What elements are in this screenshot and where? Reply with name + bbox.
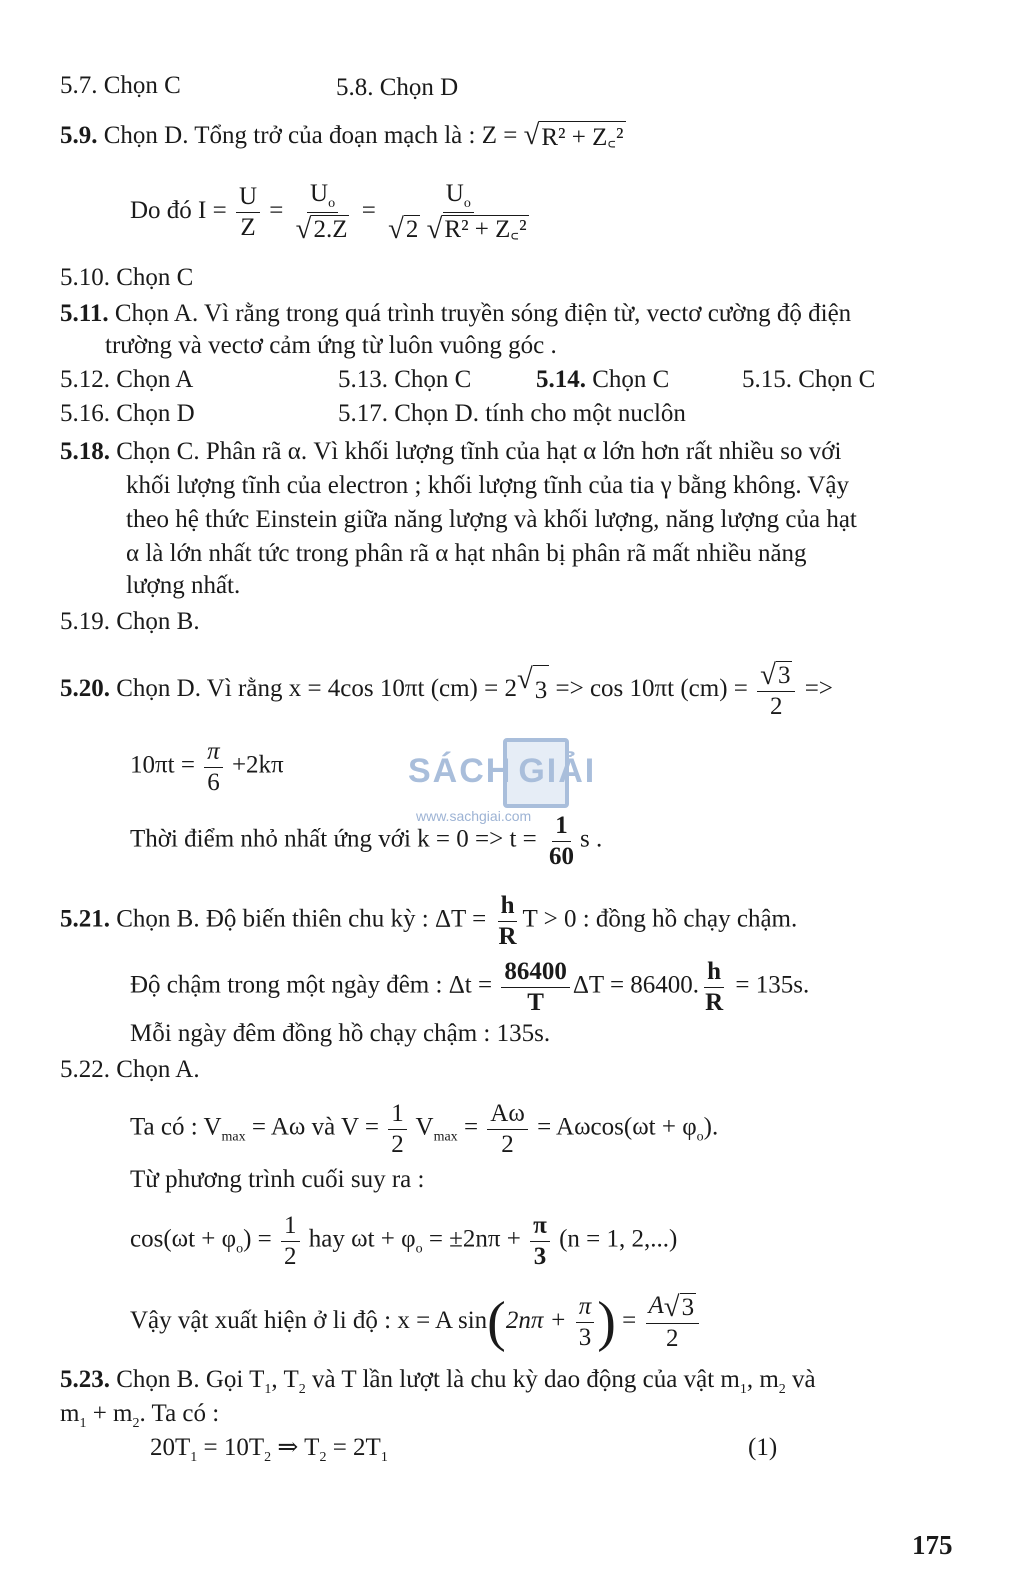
watermark-logo [408, 738, 608, 838]
current-formula: Do đó I = $\frac{U}{Z}$ = $U_o$ √ 2.Z = $U_o$ √ 2 √ R² + Z꜀² [130, 180, 535, 244]
answer-number: 5.11. [60, 300, 109, 327]
answer-5-14: 5.14. Chọn C [536, 366, 670, 393]
answer-text: Chọn A. Vì rằng trong quá trình truyền sóng điện từ, vectơ cường độ điện [108, 300, 852, 327]
denominator: Z [240, 213, 256, 241]
answer-5-11-cont: trường và vectơ cảm ứng từ luôn vuông góc . [105, 332, 557, 359]
answer-5-23: 5.23. Chọn B. Gọi $T_1$, $T_2$ và T lần lượt là chu kỳ dao động của vật $m_1$, $m_2$ và [60, 1366, 816, 1397]
fraction-1-over-2: $\frac{1}{2}$ [388, 1100, 407, 1158]
fraction-u0-over-sqrt2z [293, 180, 353, 244]
fraction-h-over-r: $\frac{h}{R}$ [498, 892, 517, 950]
fraction-h-over-r-2: $\frac{h}{R}$ [705, 958, 724, 1016]
page-number: 175 [912, 1530, 953, 1560]
taco-line: Ta có : $V_{max} = A\omega$ và V = $\frac{1}{2}$ $V_{max}$ = $\frac{A\omega}{2}$ = $A\omega\cos(\omega t + \varphi_o)$. [130, 1100, 719, 1158]
fraction-86400-over-t: $\frac{86400}{T}$ [501, 958, 570, 1016]
fraction-1-over-2-b: $\frac{1}{2}$ [281, 1212, 300, 1270]
answer-5-12: 5.12. Chọn A [60, 366, 194, 393]
fraction-sqrt3-over-2: √ 3 2 [757, 660, 795, 720]
fraction-asqrt3-over-2: A √ 3 2 [646, 1292, 700, 1352]
answer-5-16: 5.16. Chọn D [60, 400, 195, 427]
answer-5-21: 5.21. Chọn B. Độ biến thiên chu kỳ : ΔT = $\frac{h}{R}$ T > 0 : đồng hồ chạy chậm. [60, 892, 798, 950]
watermark-url: www.sachgiai.com [416, 808, 532, 824]
from-equation-line: Từ phương trình cuối suy ra : [130, 1166, 425, 1193]
fraction-pi-over-6: $\frac{\pi}{6}$ [204, 738, 223, 796]
fraction-u-over-z [236, 183, 260, 241]
answer-5-18-line4: α là lớn nhất tức trong phân rã α hạt nhân bị phân rã mất nhiều năng [126, 540, 807, 567]
fraction-pi-over-3-b: $\frac{\pi}{3}$ [576, 1293, 595, 1351]
answer-number: 5.9. [60, 122, 98, 149]
answer-text: Chọn D. Tổng trở của đoạn mạch là : Z = [97, 122, 524, 149]
fraction-pi-over-3: $\frac{\pi}{3}$ [530, 1212, 550, 1270]
sqrt-impedance: √ R² + Z꜀² [524, 121, 626, 154]
equation-1: $20T_1 = 10T_2$ ⇒ $T_2 = 2T_1$ [150, 1434, 388, 1465]
equation-10pit: 10πt = $\frac{\pi}{6}$ +2kπ [130, 738, 284, 796]
answer-5-20: 5.20. Chọn D. Vì rằng x = 4cos 10πt (cm) = 2 √ 3 => cos 10πt (cm) = √ 3 2 => [60, 658, 833, 720]
position-line: Vậy vật xuất hiện ở li độ : x = A sin(2nπ + $\frac{\pi}{3}$ ) = A √ 3 2 [130, 1292, 702, 1352]
answer-5-10: 5.10. Chọn C [60, 264, 194, 291]
equation-tag: (1) [748, 1434, 778, 1461]
answer-5-13: 5.13. Chọn C [338, 366, 472, 393]
answer-5-18-line2: khối lượng tĩnh của electron ; khối lượng tĩnh của tia γ bằng không. Vậy [126, 472, 850, 499]
answer-5-17: 5.17. Chọn D. tính cho một nuclôn [338, 400, 686, 427]
answer-5-18-line3: theo hệ thức Einstein giữa năng lượng và khối lượng, năng lượng của hạt [126, 506, 857, 533]
numerator: $U_o$ [307, 180, 338, 213]
answer-5-11 [60, 298, 851, 330]
fraction-aomega-over-2: $\frac{A\omega}{2}$ [487, 1100, 528, 1158]
denominator: √ 2 √ R² + Z꜀² [388, 213, 527, 246]
answer-5-18-line5: lượng nhất. [126, 572, 241, 599]
watermark-text: SÁCH GIẢI [408, 752, 597, 790]
answer-5-19: 5.19. Chọn B. [60, 608, 200, 635]
answer-5-8: 5.8. Chọn D [336, 74, 459, 101]
do-do-label: Do đó I = [130, 196, 233, 224]
slow-per-day: Độ chậm trong một ngày đêm : Δt = $\frac{86400}{T}$ ΔT = 86400. $\frac{h}{R}$ = 135s. [130, 958, 810, 1016]
denominator: √ 2.Z [295, 213, 348, 246]
answer-5-23-cont: $m_1 + m_2$. Ta có : [60, 1400, 220, 1431]
answer-5-9 [60, 120, 626, 154]
each-day-line: Mỗi ngày đêm đồng hồ chạy chậm : 135s. [130, 1020, 551, 1047]
answer-5-18: 5.18. Chọn C. Phân rã α. Vì khối lượng tĩnh của hạt α lớn hơn rất nhiều so với [60, 438, 842, 465]
numerator: U [236, 183, 260, 213]
radicand: R² + Z꜀² [539, 121, 625, 154]
answer-5-7: 5.7. Chọn C [60, 72, 181, 99]
fraction-u0-over-sqrt2-sqrt-r2zc2 [385, 180, 532, 244]
answer-5-15: 5.15. Chọn C [742, 366, 876, 393]
fraction-1-over-60: $\frac{1}{60}$ [549, 812, 575, 870]
answer-5-22: 5.22. Chọn A. [60, 1056, 200, 1083]
min-time-line: Thời điểm nhỏ nhất ứng với k = 0 => t = $\frac{1}{60}$ s . [130, 812, 603, 870]
numerator: $U_o$ [443, 180, 474, 213]
cos-line: $\cos(\omega t + \varphi_o)$ = $\frac{1}{2}$ hay $\omega t + \varphi_o = \pm 2n\pi$ + $\frac{\pi}{3}$ (n = 1, 2,...) [130, 1212, 678, 1270]
